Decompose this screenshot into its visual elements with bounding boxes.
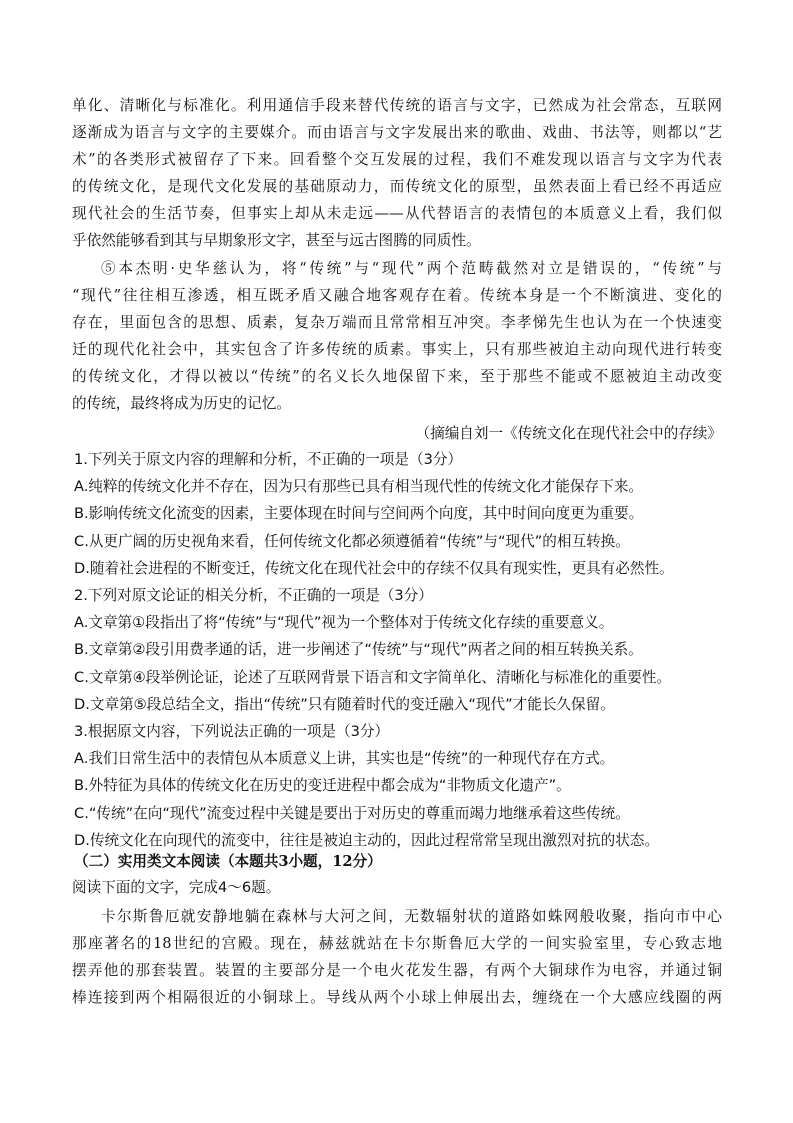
paragraph-4 (72, 92, 722, 254)
section-2-paragraph (72, 903, 722, 1011)
question-option: D.传统文化在向现代的流变中，往往是被迫主动的，因此过程常常呈现出激烈对抗的状态。 (74, 831, 660, 849)
question-option: C.从更广阔的历史视角来看，任何传统文化都必须遵循着“传统”与“现代”的相互转换。 (74, 532, 630, 550)
paragraph-line: 迁的现代化社会中，其实包含了许多传统的质素。事实上，只有那些被迫主动向现代进行转变 (72, 341, 722, 358)
paragraph-line: 术”的各类形式被留存了下来。回看整个交互发展的过程，我们不难发现以语言与文字为代表 (72, 151, 722, 168)
question-option: B.文章第②段引用费孝通的话，进一步阐述了“传统”与“现代”两者之间的相互转换关系。 (74, 641, 643, 659)
paragraph-line: 逐渐成为语言与文字的主要媒介。而由语言与文字发展出来的歌曲、戏曲、书法等，则都以“艺 (72, 124, 722, 141)
section-2-header (68, 849, 718, 901)
paragraph-line: 的传统，最终将成为历史的记忆。 (72, 395, 291, 412)
paragraph-line: 卡尔斯鲁厄就安静地躺在森林与大河之间，无数辐射状的道路如蛛网般收聚，指向市中心 (101, 908, 722, 925)
question-option: D.随着社会进程的不断变迁，传统文化在现代社会中的存续不仅具有现实性，更具有必然性。 (74, 559, 674, 577)
question-option: D.文章第⑤段总结全文，指出“传统”只有随着时代的变迁融入“现代”才能长久保留。 (74, 695, 615, 713)
question-stem: 1.下列关于原文内容的理解和分析，不正确的一项是（3分） (74, 451, 463, 468)
question-option: B.影响传统文化流变的因素，主要体现在时间与空间两个向度，其中时间向度更为重要。 (74, 505, 644, 523)
question-stem: 3.根据原文内容，下列说法正确的一项是（3分） (74, 723, 390, 741)
paragraph-line: 摆弄他的那套装置。装置的主要部分是一个电火花发生器，有两个大铜球作为电容，并通过铜 (72, 962, 722, 979)
paragraph-line: 存在，里面包含的思想、质素，复杂万端而且常常相互冲突。李孝悌先生也认为在一个快速变 (72, 314, 722, 331)
question-option: B.外特征为具体的传统文化在历史的变迁进程中都会成为“非物质文化遗产”。 (74, 777, 571, 795)
question-option: A.纯粹的传统文化并不存在，因为只有那些已具有相当现代性的传统文化才能保存下来。 (74, 478, 643, 496)
questions-block (74, 446, 724, 854)
section-instruction: 阅读下面的文字，完成4～6题。 (72, 879, 281, 896)
paragraph-line: 的传统文化，才得以被以“传统”的名义长久地保留下来，至于那些不能或不愿被迫主动改变 (72, 368, 722, 385)
question-stem: 2.下列对原文论证的相关分析，不正确的一项是（3分） (74, 587, 433, 605)
paragraph-line: 现代社会的生活节奏，但事实上却从未走远——从代替语言的表情包的本质意义上看，我们似 (72, 205, 722, 222)
paragraph-line: ⑤本杰明·史华慈认为，将“传统”与“现代”两个范畴截然对立是错误的，“传统”与 (101, 260, 722, 277)
paragraph-line: 的传统文化，是现代文化发展的基础原动力，而传统文化的原型，虽然表面上看已经不再适应 (72, 178, 722, 195)
paragraph-line: 乎依然能够看到其与早期象形文字，甚至与远古图腾的同质性。 (72, 232, 481, 249)
source-citation: （摘编自刘一《传统文化在现代社会中的存续》 (415, 425, 722, 442)
question-option: C.文章第④段举例论证，论述了互联网背景下语言和文字简单化、清晰化与标准化的重要性。 (74, 668, 672, 686)
paragraph-line: 单化、清晰化与标准化。利用通信手段来替代传统的语言与文字，已然成为社会常态，互联网 (72, 97, 722, 114)
paragraph-line: 那座著名的18世纪的宫殿。现在，赫兹就站在卡尔斯鲁厄大学的一间实验室里，专心致志地 (72, 935, 722, 952)
question-option: C.“传统”在向“现代”流变过程中关键是要出于对历史的尊重而竭力地继承着这些传统。 (74, 804, 630, 822)
paragraph-5 (72, 255, 722, 417)
paragraph-line: “现代”往往相互渗透，相互既矛盾又融合地客观存在着。传统本身是一个不断演进、变化的 (72, 287, 722, 304)
question-option: A.文章第①段指出了将“传统”与“现代”视为一个整体对于传统文化存续的重要意义。 (74, 614, 614, 632)
section-heading: （二）实用类文本阅读（本题共3小题，12分） (74, 853, 382, 870)
question-option: A.我们日常生活中的表情包从本质意义上讲，其实也是“传统”的一种现代存在方式。 (74, 750, 615, 768)
paragraph-line: 棒连接到两个相隔很近的小铜球上。导线从两个小球上伸展出去，缠绕在一个大感应线圈的两 (72, 989, 722, 1006)
